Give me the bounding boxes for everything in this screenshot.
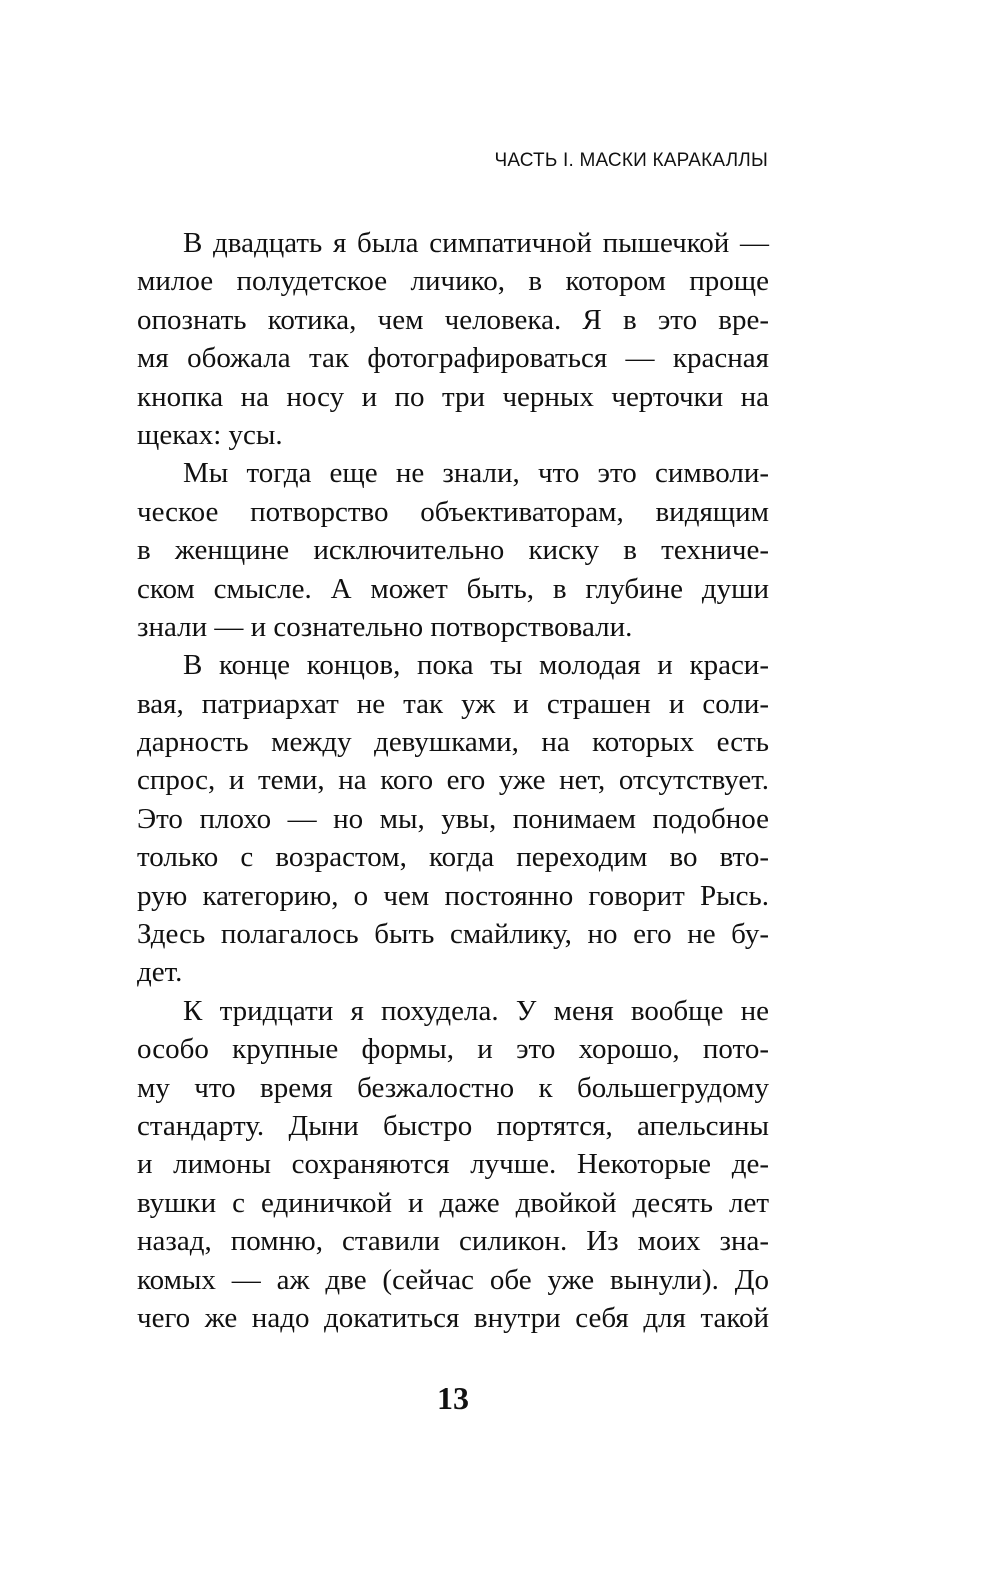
- text-line: комых — аж две (сейчас обе уже вынули). До: [137, 1263, 769, 1296]
- text-line: милое полудетское личико, в котором проще: [137, 265, 769, 298]
- text-line: мя обожала так фотографироваться — красная: [137, 342, 769, 375]
- text-line: стандарту. Дыни быстро портятся, апельсины: [137, 1109, 769, 1142]
- text-line: Мы тогда еще не знали, что это символи-: [183, 457, 769, 490]
- paragraph-1: [137, 224, 769, 454]
- text-line: кнопка на носу и по три черных черточки на: [137, 380, 769, 413]
- page-number: 13: [437, 1380, 469, 1416]
- paragraph-3: [137, 646, 769, 992]
- text-line: Здесь полагалось быть смайлику, но его не бу-: [137, 918, 769, 951]
- text-line: и лимоны сохраняются лучше. Некоторые де-: [137, 1148, 769, 1181]
- text-line: в женщине исключительно киску в техниче-: [137, 534, 769, 567]
- text-line: щеках: усы.: [137, 418, 283, 451]
- text-line: В двадцать я была симпатичной пышечкой —: [183, 227, 769, 259]
- text-line: только с возрастом, когда переходим во вто-: [137, 841, 769, 874]
- paragraph-2: [137, 454, 769, 646]
- body-text: [137, 224, 769, 1337]
- text-line: К тридцати я похудела. У меня вообще не: [183, 994, 769, 1027]
- running-head: ЧАСТЬ I. МАСКИ КАРАКАЛЛЫ: [494, 150, 768, 171]
- text-line: дет.: [137, 956, 183, 989]
- text-line: вушки с единичкой и даже двойкой десять лет: [137, 1186, 769, 1219]
- text-line: В конце концов, пока ты молодая и краси-: [183, 649, 769, 682]
- text-line: спрос, и теми, на кого его уже нет, отсутствует.: [137, 764, 769, 797]
- text-line: ческое потворство объективаторам, видящим: [137, 495, 769, 528]
- text-line: ском смысле. А может быть, в глубине души: [137, 572, 769, 605]
- text-line: му что время безжалостно к большегрудому: [137, 1071, 769, 1104]
- text-line: назад, помню, ставили силикон. Из моих зна-: [137, 1225, 769, 1258]
- text-line: чего же надо докатиться внутри себя для такой: [137, 1301, 769, 1334]
- text-line: рую категорию, о чем постоянно говорит Рысь.: [137, 879, 769, 912]
- text-line: Это плохо — но мы, увы, понимаем подобное: [137, 802, 769, 835]
- text-line: вая, патриархат не так уж и страшен и соли-: [137, 687, 769, 720]
- paragraph-4: [137, 992, 769, 1338]
- text-line: опознать котика, чем человека. Я в это вре-: [137, 303, 769, 336]
- text-line: знали — и сознательно потворствовали.: [137, 610, 633, 643]
- text-line: дарность между девушками, на которых есть: [137, 726, 769, 759]
- text-line: особо крупные формы, и это хорошо, пото-: [137, 1033, 769, 1066]
